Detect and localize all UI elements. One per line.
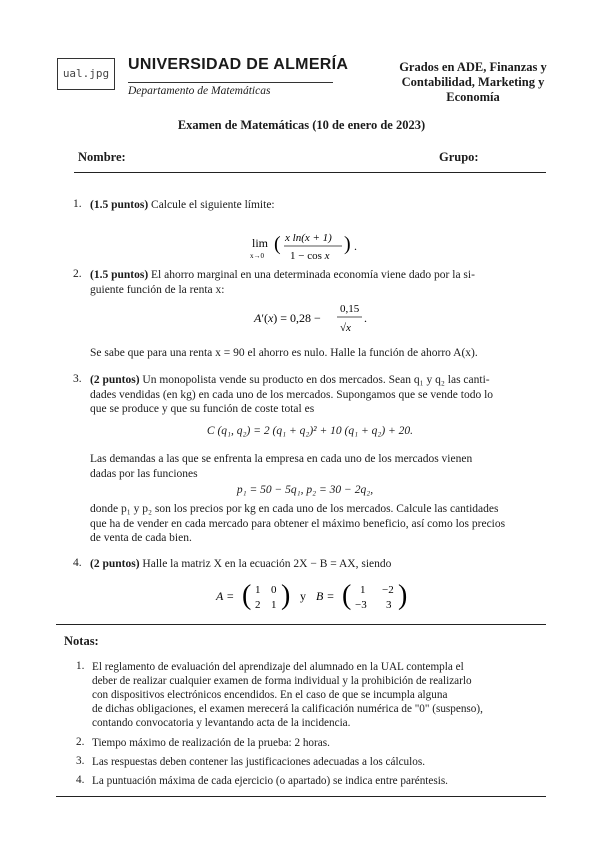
question-3-points: (2 puntos): [90, 374, 140, 386]
question-3-line-2: dades vendidas (en kg) en cada uno de los mercados. Supongamos que se vende todo lo: [90, 388, 494, 401]
department-name: Departamento de Matemáticas: [128, 85, 271, 97]
note-1-number: 1.: [76, 660, 85, 672]
question-3-text: [90, 373, 550, 417]
university-name: UNIVERSIDAD DE ALMERÍA: [128, 56, 349, 73]
exam-title: Examen de Matemáticas (10 de enero de 2023): [177, 118, 426, 132]
matrix-b-left-paren: (: [342, 580, 352, 611]
note-4: La puntuación máxima de cada ejercicio (o apartado) se indica entre paréntesis.: [92, 775, 448, 787]
matrix-b-12: −2: [382, 584, 394, 596]
question-3-final-text: [90, 502, 550, 546]
question-3-line-3: que se produce y que su función de coste total es: [90, 403, 315, 415]
notes-divider-bottom: [56, 796, 546, 797]
svg-text:A′(x) = 0,28 −: A′(x) = 0,28 −: [254, 311, 321, 325]
matrix-a-left-paren: (: [242, 580, 252, 611]
question-3-line-5: dadas por las funciones: [90, 467, 198, 480]
matrix-a-11: 1: [255, 584, 261, 596]
question-1-text: [90, 198, 275, 213]
svg-text:.: .: [354, 239, 357, 253]
matrix-a-22: 1: [271, 599, 277, 611]
degree-programs: [382, 60, 564, 105]
marginal-savings-formula: [240, 300, 380, 336]
svg-text:0,15: 0,15: [340, 303, 360, 315]
question-2-number: 2.: [73, 268, 82, 280]
svg-text:x→0: x→0: [250, 252, 264, 260]
question-3-line-4: Las demandas a las que se enfrenta la empresa en cada uno de los mercados vienen: [90, 453, 473, 465]
question-2-text: [90, 268, 545, 297]
question-2-formula: [240, 300, 380, 339]
question-4-points: (2 puntos): [90, 558, 140, 570]
university-logo: ual.jpg: [57, 58, 115, 90]
question-2-line-2: guiente función de la renta x:: [90, 283, 225, 296]
svg-text:lim: lim: [252, 236, 269, 250]
question-2-points: (1.5 puntos): [90, 269, 149, 281]
svg-text:.: .: [364, 311, 367, 325]
question-2-line-1: El ahorro marginal en una determinada economía viene dado por la si-: [151, 269, 475, 281]
group-label: Grupo:: [439, 150, 479, 164]
question-3-line-7: que ha de vender en cada mercado para obtener el máximo beneficio, así como los precios: [90, 517, 506, 530]
question-1-formula: [200, 228, 410, 267]
name-label: Nombre:: [78, 150, 126, 164]
degree-line-1: Grados en ADE, Finanzas y: [399, 60, 547, 74]
question-3-demand-text: [90, 452, 550, 481]
svg-text:x ln(x + 1): x ln(x + 1): [285, 232, 332, 244]
matrix-b-label: B =: [316, 589, 335, 603]
matrices: [212, 578, 422, 614]
question-3-line-1: Un monopolista vende su producto en dos mercados. Sean q₁ y q₂ las canti-: [142, 374, 490, 386]
note-1-line-5: contando convocatoria y levantando acta de la incidencia.: [92, 717, 351, 729]
question-1-points: (1.5 puntos): [90, 199, 149, 211]
note-1-line-2: deber de realizar cualquier examen de forma individual y la prohibición de realizarlo: [92, 675, 472, 687]
notes-title: Notas:: [64, 634, 99, 648]
matrix-a-right-paren: ): [281, 580, 291, 611]
matrices-formula: [212, 578, 422, 614]
notes-divider-top: [56, 624, 546, 625]
note-4-number: 4.: [76, 774, 85, 786]
matrix-b-22: 3: [386, 599, 392, 611]
cost-function-formula: C (q₁, q₂) = 2 (q₁ + q₂)² + 10 (q₁ + q₂) + 20.: [206, 425, 414, 437]
question-3-line-8: de venta de cada bien.: [90, 532, 192, 544]
matrix-a-12: 0: [271, 584, 277, 596]
question-3-line-6: donde p₁ y p₂ son los precios por kg en cada uno de los mercados. Calcule las cantidades: [90, 503, 499, 515]
svg-text:(: (: [274, 233, 281, 255]
note-1: [92, 660, 552, 730]
svg-text:): ): [344, 233, 351, 255]
note-2: Tiempo máximo de realización de la prueba: 2 horas.: [92, 737, 330, 749]
question-1-statement: Calcule el siguiente límite:: [151, 199, 275, 211]
svg-text:1 − cos x: 1 − cos x: [290, 250, 330, 262]
question-2-after: Se sabe que para una renta x = 90 el ahorro es nulo. Halle la función de ahorro A(x).: [90, 347, 478, 359]
matrix-a-21: 2: [255, 599, 261, 611]
demand-functions-formula: p₁ = 50 − 5q₁, p₂ = 30 − 2q₂,: [236, 484, 374, 496]
note-1-line-3: con dispositivos electrónicos encendidos. En el caso de que se incumpla alguna: [92, 689, 448, 701]
matrix-connector: y: [300, 589, 306, 603]
note-1-line-1: El reglamento de evaluación del aprendizaje del alumnado en la UAL contempla el: [92, 661, 464, 673]
degree-line-3: Economía: [446, 90, 500, 104]
note-3-number: 3.: [76, 755, 85, 767]
question-4-statement: Halle la matriz X en la ecuación 2X − B = AX, siendo: [142, 558, 392, 570]
matrix-b-21: −3: [355, 599, 367, 611]
svg-text:√x: √x: [340, 322, 351, 334]
degree-line-2: Contabilidad, Marketing y: [401, 75, 545, 89]
name-underline: [74, 172, 546, 173]
question-4-text: [90, 557, 550, 572]
question-3-number: 3.: [73, 373, 82, 385]
question-4-number: 4.: [73, 557, 82, 569]
note-1-line-4: de dichas obligaciones, el examen merecerá la calificación numérica de "0" (suspenso),: [92, 703, 483, 715]
matrix-b-right-paren: ): [398, 580, 408, 611]
note-2-number: 2.: [76, 736, 85, 748]
matrix-b-11: 1: [360, 584, 366, 596]
question-1-number: 1.: [73, 198, 82, 210]
note-3: Las respuestas deben contener las justificaciones adecuadas a los cálculos.: [92, 756, 426, 768]
header-divider: [128, 82, 333, 83]
matrix-a-label: A =: [216, 589, 235, 603]
limit-formula: [200, 228, 410, 264]
